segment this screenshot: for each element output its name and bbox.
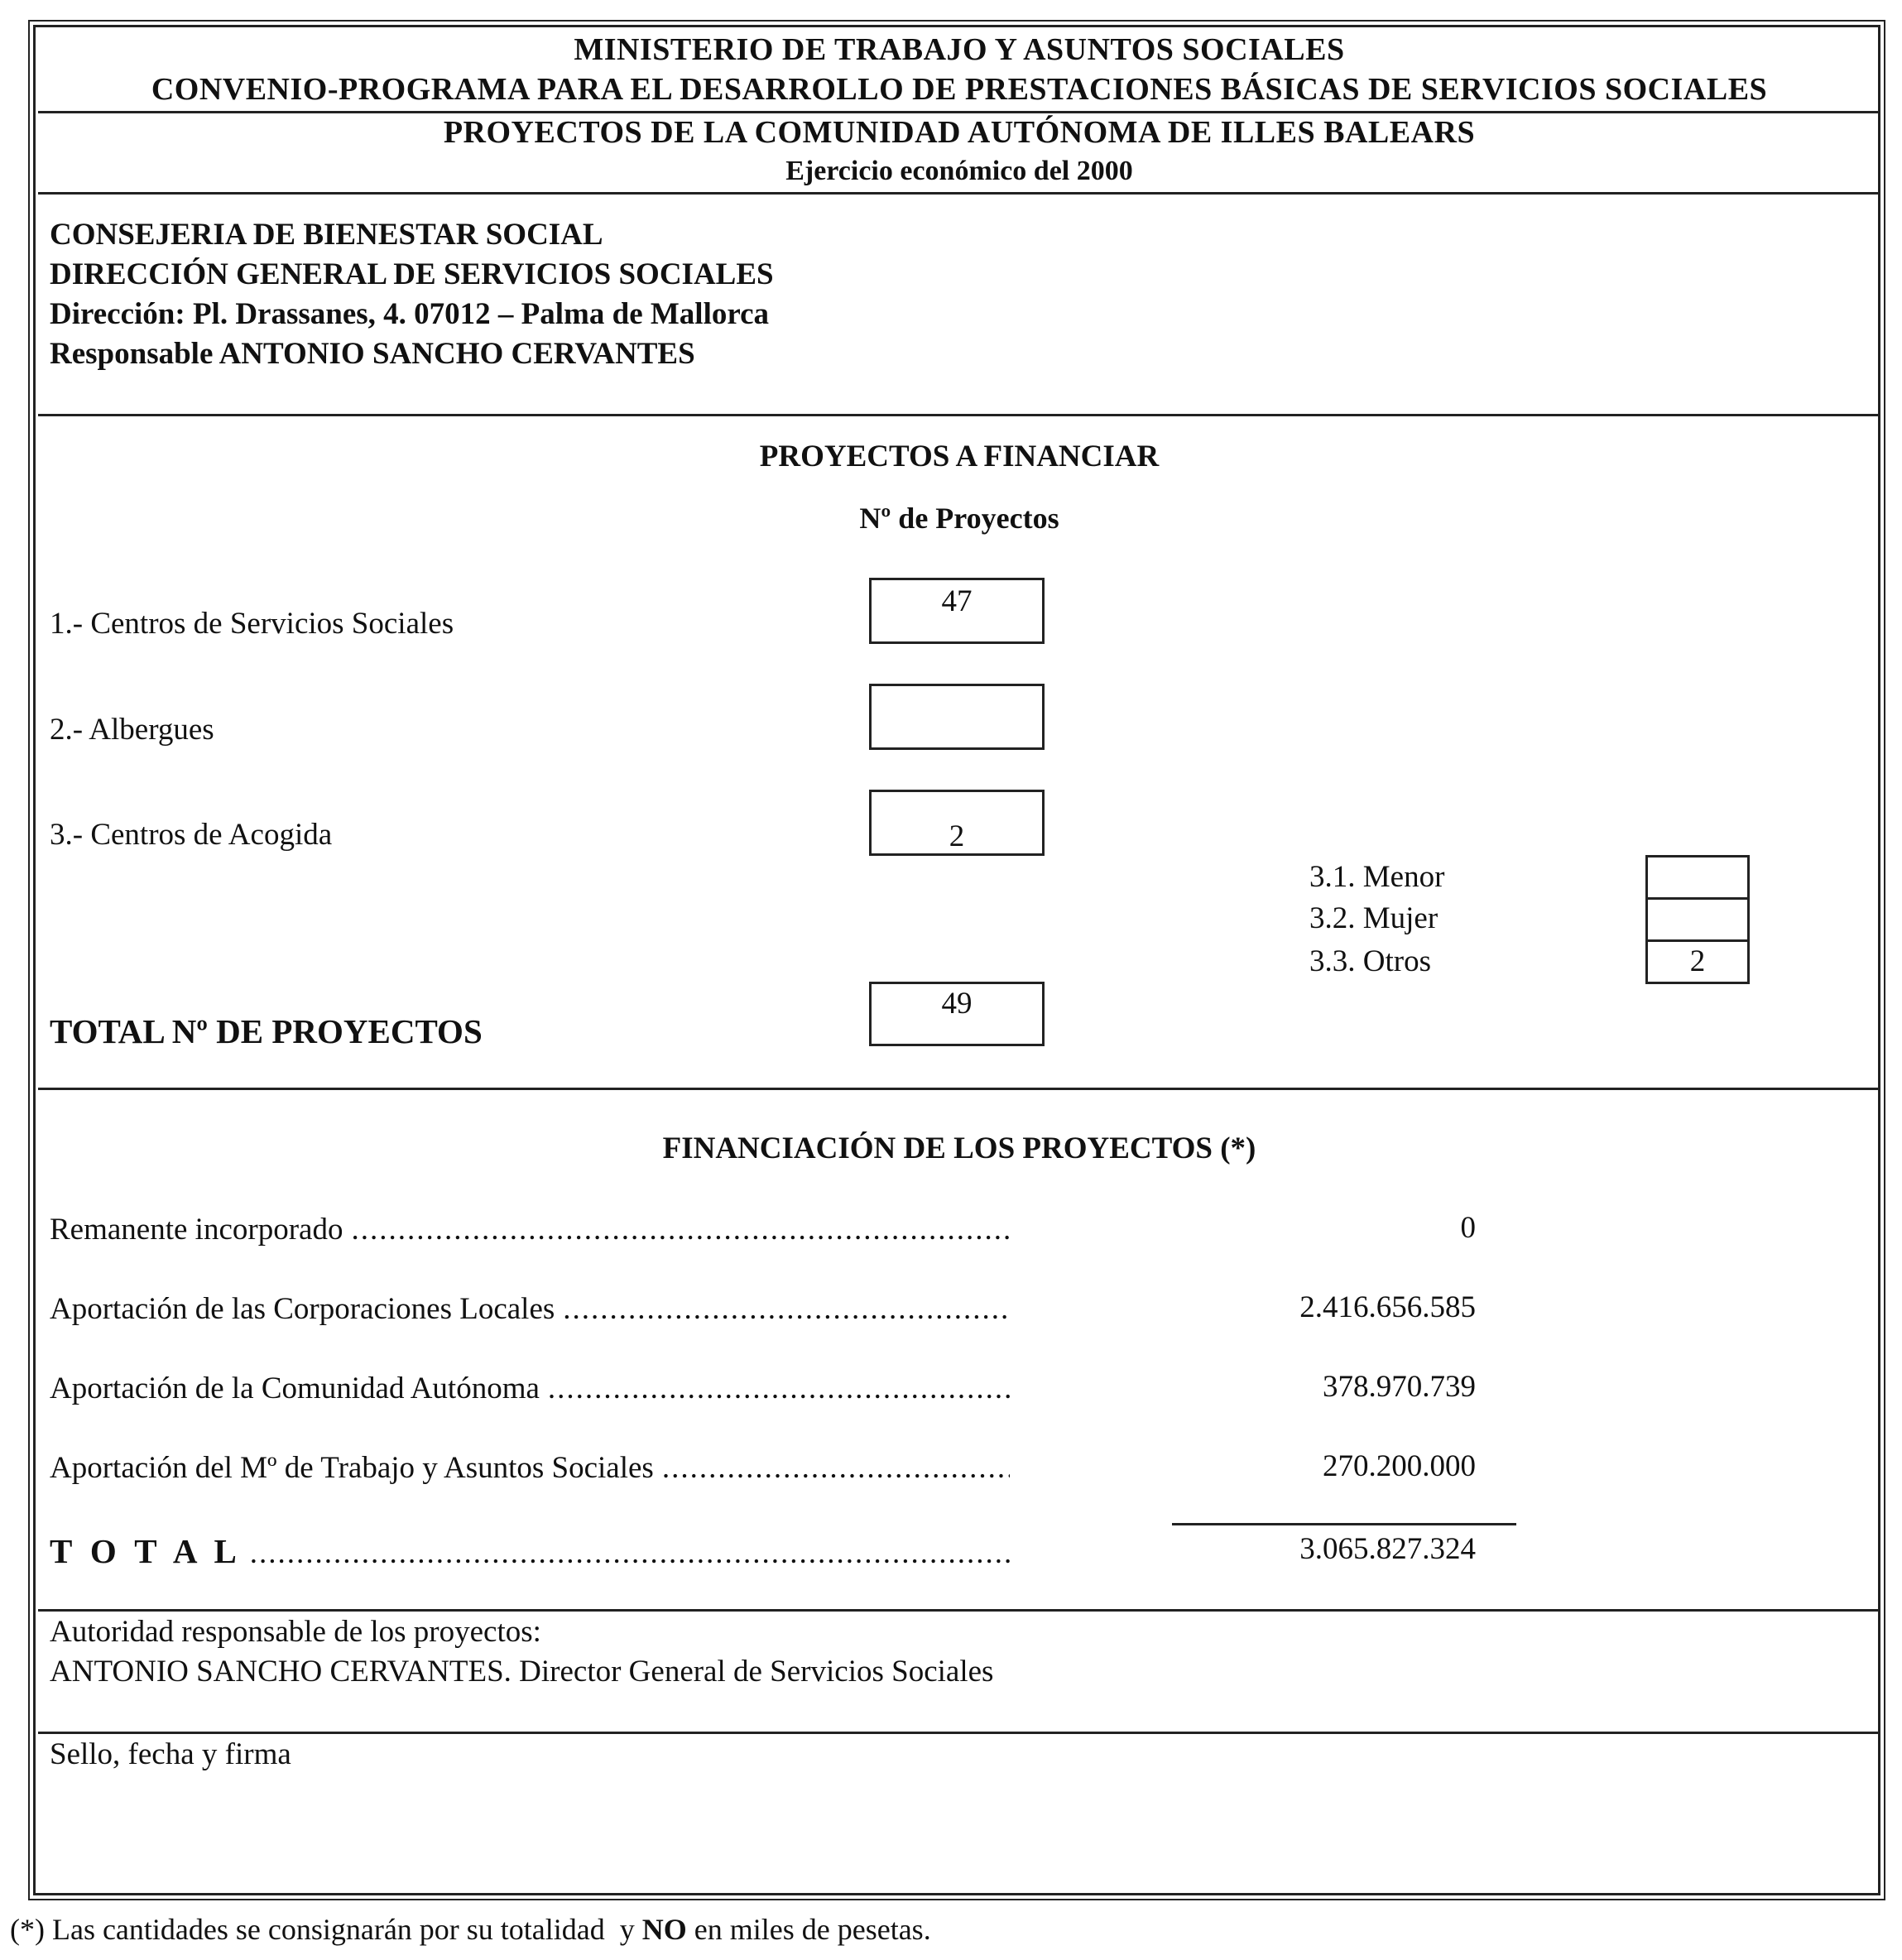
divider: [38, 1088, 1880, 1090]
footnote: [10, 1912, 931, 1947]
footnote-prefix: (*) Las cantidades se consignarán por su totalidad y: [10, 1913, 642, 1946]
subitem-count-otros: 2: [1645, 939, 1750, 984]
community-title: PROYECTOS DE LA COMUNIDAD AUTÓNOMA DE ILLES BALEARS: [443, 115, 1476, 150]
responsible: Responsable ANTONIO SANCHO CERVANTES: [50, 337, 695, 371]
divider: [38, 1732, 1880, 1734]
leader-dots: [548, 1371, 1010, 1406]
financing-row: [50, 1450, 1010, 1486]
footnote-emphasis: NO: [641, 1913, 687, 1946]
project-label-albergues: 2.- Albergues: [50, 713, 214, 747]
sum-rule: [1172, 1523, 1516, 1525]
financing-label: Aportación del Mº de Trabajo y Asuntos Sociales: [50, 1451, 654, 1485]
subitem-label-otros: 3.3. Otros: [1309, 944, 1431, 978]
fiscal-year: Ejercicio económico del 2000: [785, 156, 1133, 186]
leader-dots: [351, 1212, 1010, 1247]
subitem-label-menor: 3.1. Menor: [1309, 860, 1445, 894]
financing-row: [50, 1212, 1010, 1247]
subitem-label-mujer: 3.2. Mujer: [1309, 901, 1439, 935]
financing-row: [50, 1291, 1010, 1327]
divider: [38, 192, 1880, 195]
project-count-albergues: [869, 684, 1045, 750]
financing-amount: 270.200.000: [1323, 1449, 1476, 1483]
projects-subtitle: Nº de Proyectos: [859, 502, 1059, 535]
program-title: CONVENIO-PROGRAMA PARA EL DESARROLLO DE PRESTACIONES BÁSICAS DE SERVICIOS SOCIALES: [151, 72, 1768, 107]
footnote-suffix: en miles de pesetas.: [686, 1913, 931, 1946]
authority-label: Autoridad responsable de los proyectos:: [50, 1615, 541, 1649]
authority-value: ANTONIO SANCHO CERVANTES. Director General de Servicios Sociales: [50, 1655, 994, 1689]
project-count-centros: 47: [869, 578, 1045, 644]
financing-amount: 0: [1460, 1211, 1476, 1245]
financing-row: [50, 1371, 1010, 1406]
project-label-acogida: 3.- Centros de Acogida: [50, 818, 333, 852]
financing-label: Aportación de las Corporaciones Locales: [50, 1292, 555, 1326]
leader-dots: [563, 1291, 1010, 1327]
consejeria: CONSEJERIA DE BIENESTAR SOCIAL: [50, 218, 603, 252]
address: Dirección: Pl. Drassanes, 4. 07012 – Palma de Mallorca: [50, 297, 770, 331]
financing-total-amount: 3.065.827.324: [1299, 1532, 1476, 1566]
financing-amount: 378.970.739: [1323, 1370, 1476, 1404]
divider: [38, 414, 1880, 416]
financing-label: Aportación de la Comunidad Autónoma: [50, 1372, 540, 1405]
financing-total-row: [50, 1531, 1010, 1571]
leader-dots: [250, 1535, 1010, 1571]
financing-title: FINANCIACIÓN DE LOS PROYECTOS (*): [662, 1131, 1256, 1165]
financing-total-label: T O T A L: [50, 1532, 242, 1570]
financing-amount: 2.416.656.585: [1299, 1290, 1476, 1324]
financing-label: Remanente incorporado: [50, 1213, 343, 1247]
total-projects-value: 49: [869, 982, 1045, 1046]
total-projects-label: TOTAL Nº DE PROYECTOS: [50, 1012, 483, 1050]
divider: [38, 1609, 1880, 1612]
subitem-count-menor: [1645, 855, 1750, 900]
leader-dots: [662, 1450, 1010, 1486]
project-label-centros: 1.- Centros de Servicios Sociales: [50, 607, 454, 641]
project-count-acogida: 2: [869, 790, 1045, 856]
signature-label: Sello, fecha y firma: [50, 1737, 291, 1771]
ministry-title: MINISTERIO DE TRABAJO Y ASUNTOS SOCIALES: [574, 32, 1345, 67]
direccion-general: DIRECCIÓN GENERAL DE SERVICIOS SOCIALES: [50, 257, 774, 291]
divider: [38, 111, 1880, 113]
projects-title: PROYECTOS A FINANCIAR: [759, 440, 1160, 473]
subitem-count-mujer: [1645, 897, 1750, 942]
